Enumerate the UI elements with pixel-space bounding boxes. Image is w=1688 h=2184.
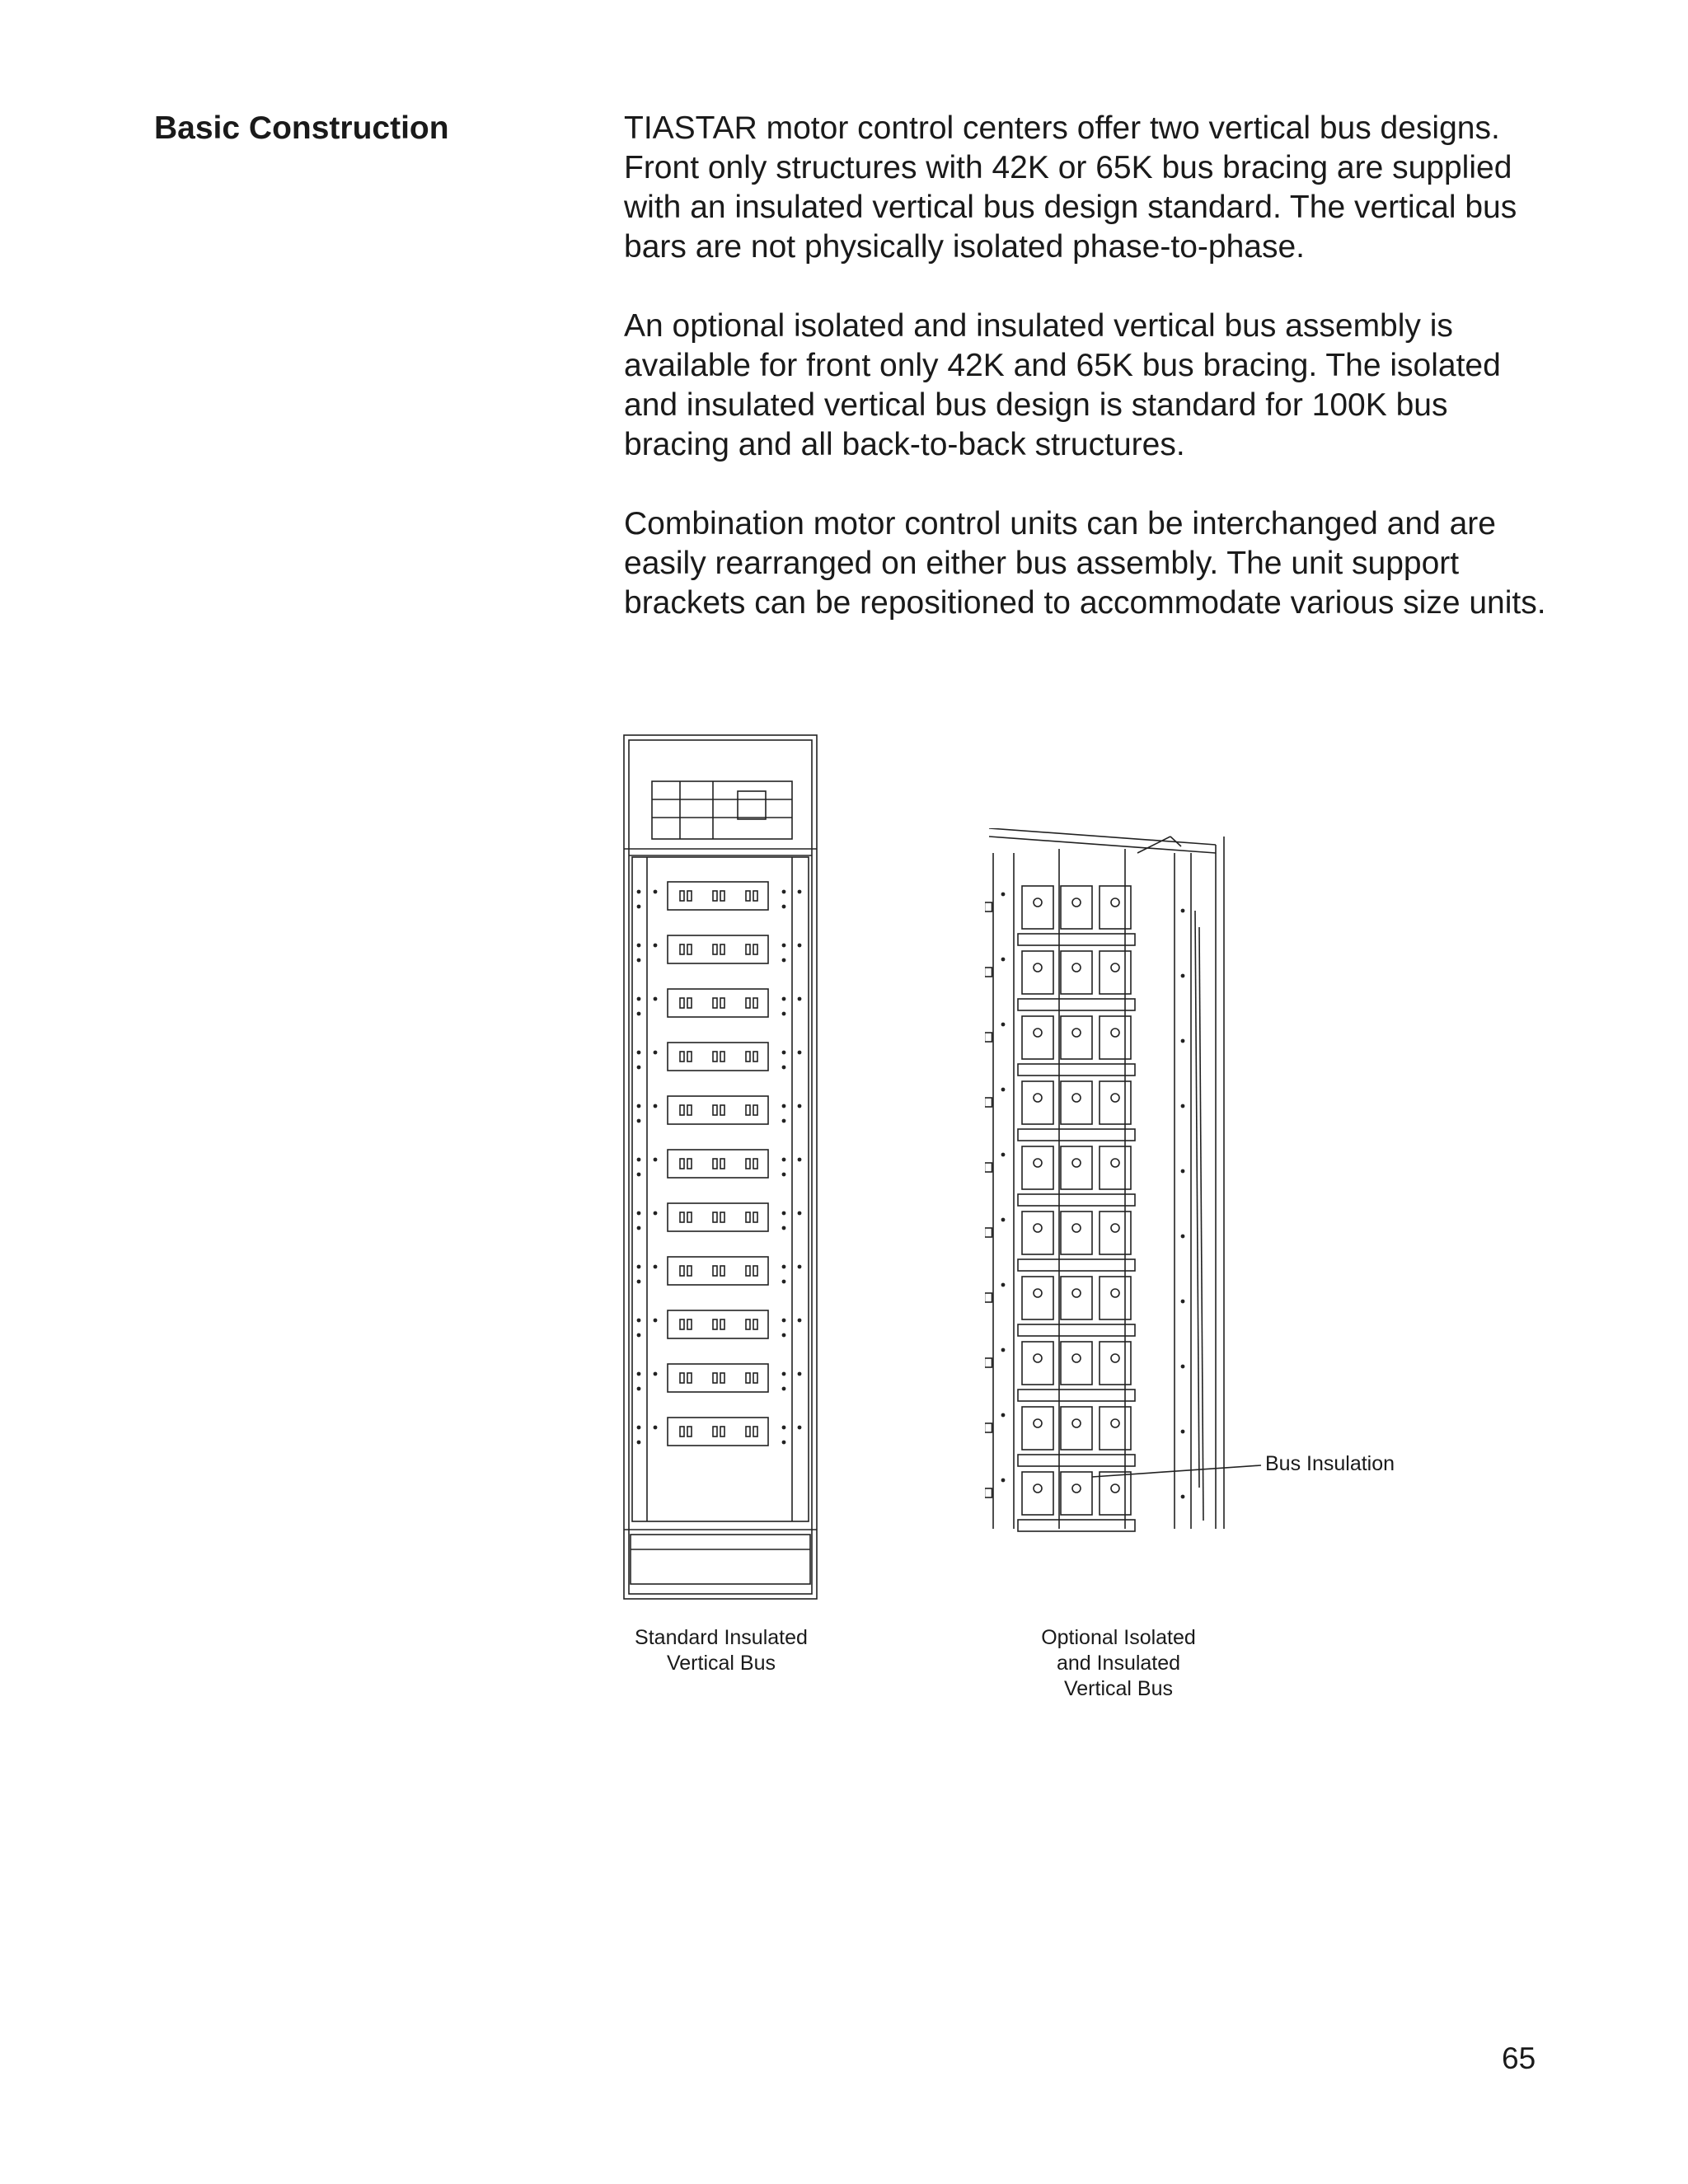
standard-bus-caption: [598, 1625, 845, 1676]
paragraph-2: An optional isolated and insulated vertical bus assembly is available for front only 42K and 65K bus bracing. The isolated and insulated vertical bus design is standard for 100K bus bracing and all back-to-back structures.: [624, 308, 1501, 462]
section-heading: Basic Construction: [154, 110, 449, 146]
bus-insulation-label: Bus Insulation: [1265, 1452, 1395, 1475]
standard-bus-illustration: [622, 733, 820, 1602]
bus-insulation-leader: [1092, 1465, 1261, 1477]
optional-caption-line-1: Optional Isolated: [1041, 1626, 1196, 1649]
optional-bus-caption: [995, 1625, 1242, 1702]
standard-caption-line-2: Vertical Bus: [666, 1652, 776, 1675]
paragraph-1: TIASTAR motor control centers offer two vertical bus designs. Front only structures with 42K or 65K bus bracing are supplied with an insulated vertical bus design standard. The vertical bus bars are not physically isolated phase-to-phase.: [624, 110, 1517, 265]
standard-caption-line-1: Standard Insulated: [635, 1626, 808, 1649]
paragraph-3: Combination motor control units can be interchanged and are easily rearranged on either bus assembly. The unit support brackets can be repositioned to accommodate various size units.: [624, 506, 1546, 621]
optional-caption-line-2: and Insulated: [1056, 1652, 1181, 1675]
body-text: [624, 109, 1555, 663]
page-number: 65: [1502, 2041, 1536, 2075]
optional-caption-line-3: Vertical Bus: [1063, 1677, 1173, 1700]
optional-bus-illustration: [985, 828, 1479, 1537]
